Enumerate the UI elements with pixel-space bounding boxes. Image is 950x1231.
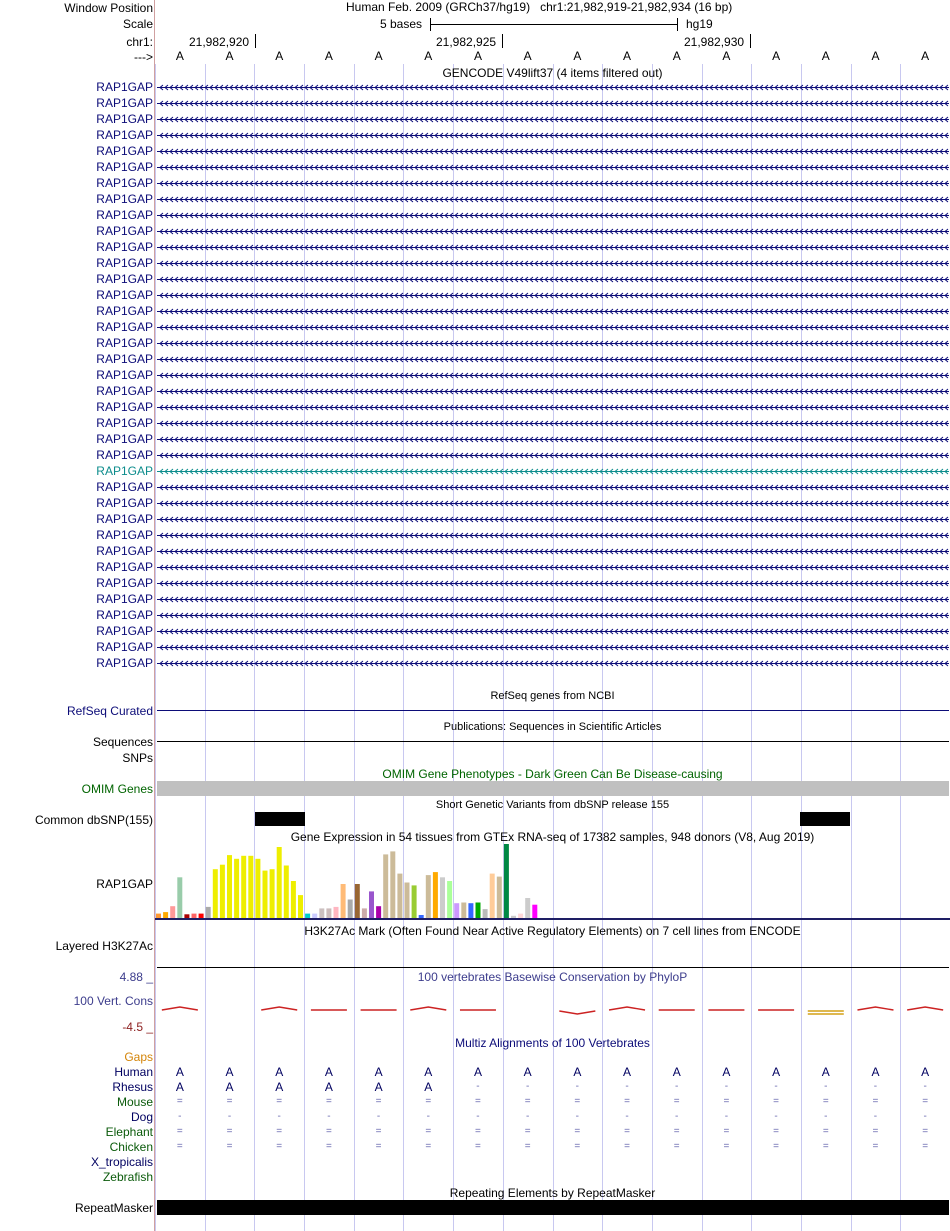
gencode-transcript-label[interactable]: RAP1GAP xyxy=(96,400,153,414)
gencode-transcript-label[interactable]: RAP1GAP xyxy=(96,432,153,446)
gencode-transcript-label[interactable]: RAP1GAP xyxy=(96,560,153,574)
gencode-transcript-label[interactable]: RAP1GAP xyxy=(96,80,153,94)
multiz-alignment-base: - xyxy=(625,1111,629,1122)
multiz-alignment-base: = xyxy=(524,1096,531,1107)
multiz-alignment-base: - xyxy=(724,1111,729,1122)
gencode-transcript-label[interactable]: RAP1GAP xyxy=(96,592,153,606)
gencode-transcript-label[interactable]: RAP1GAP xyxy=(96,208,153,222)
gencode-transcript-label[interactable]: RAP1GAP xyxy=(96,128,153,142)
gencode-transcript-label[interactable]: RAP1GAP xyxy=(96,224,153,238)
h3k27ac-track-title[interactable]: H3K27Ac Mark (Often Found Near Active Regulatory Elements) on 7 cell lines from ENCODE xyxy=(304,924,801,938)
multiz-alignment-base: = xyxy=(922,1126,929,1137)
gencode-transcript-label[interactable]: RAP1GAP xyxy=(96,608,153,622)
h3k27ac-label[interactable]: Layered H3K27Ac xyxy=(55,939,153,953)
gencode-transcript-label[interactable]: RAP1GAP xyxy=(96,368,153,382)
multiz-alignment-base: = xyxy=(922,1096,929,1107)
multiz-alignment-base: = xyxy=(226,1126,233,1137)
multiz-alignment-base: = xyxy=(872,1096,879,1107)
gencode-transcript-label[interactable]: RAP1GAP xyxy=(96,288,153,302)
gencode-track-title[interactable]: GENCODE V49lift37 (4 items filtered out) xyxy=(442,66,663,80)
multiz-alignment-base: = xyxy=(773,1096,780,1107)
base-letter: A xyxy=(672,49,681,63)
multiz-alignment-base: = xyxy=(276,1141,283,1152)
multiz-alignment-base: = xyxy=(723,1096,730,1107)
multiz-alignment-base: = xyxy=(624,1096,630,1107)
multiz-alignment-base: - xyxy=(426,1111,430,1122)
base-letter: A xyxy=(324,49,333,63)
multiz-alignment-base: A xyxy=(275,1065,284,1079)
scale-db-text: hg19 xyxy=(686,17,713,31)
cons-score-glyph[interactable] xyxy=(559,1011,595,1014)
multiz-alignment-base: = xyxy=(176,1096,183,1107)
gencode-transcript-label[interactable]: RAP1GAP xyxy=(96,640,153,654)
gencode-transcript-label[interactable]: RAP1GAP xyxy=(96,96,153,110)
multiz-alignment-base: = xyxy=(723,1126,730,1137)
multiz-alignment-base: = xyxy=(325,1096,332,1107)
multiz-alignment-base: - xyxy=(724,1081,729,1092)
cons-score-glyph[interactable] xyxy=(857,1007,893,1010)
multiz-alignment-base: = xyxy=(226,1096,233,1107)
base-letter: A xyxy=(871,49,880,63)
multiz-alignment-base: - xyxy=(525,1081,530,1092)
multiz-alignment-base: = xyxy=(475,1096,481,1107)
multiz-alignment-base: = xyxy=(624,1141,630,1152)
publications-label[interactable]: Sequences xyxy=(92,735,153,749)
base-letter: A xyxy=(623,49,632,63)
base-letter: A xyxy=(175,49,184,63)
base-letter: A xyxy=(821,49,830,63)
gencode-transcript-label[interactable]: RAP1GAP xyxy=(96,416,153,430)
gencode-transcript-label[interactable]: RAP1GAP xyxy=(96,448,153,462)
multiz-alignment-base: A xyxy=(573,1065,582,1079)
snps-label[interactable]: SNPs xyxy=(122,751,153,765)
cons-label[interactable]: 100 Vert. Cons xyxy=(73,994,153,1008)
base-letter: A xyxy=(275,49,284,63)
multiz-alignment-base: = xyxy=(773,1126,780,1137)
multiz-species-label[interactable]: Rhesus xyxy=(112,1080,153,1094)
gencode-transcript-label[interactable]: RAP1GAP xyxy=(96,656,153,670)
multiz-alignment-base: A xyxy=(921,1065,930,1079)
multiz-alignment-base: - xyxy=(625,1081,629,1092)
multiz-alignment-base: A xyxy=(623,1065,632,1079)
multiz-alignment-base: = xyxy=(673,1126,680,1137)
multiz-alignment-base: = xyxy=(822,1126,829,1137)
multiz-alignment-base: - xyxy=(873,1081,878,1092)
multiz-alignment-base: = xyxy=(325,1141,332,1152)
multiz-alignment-base: = xyxy=(375,1141,382,1152)
gtex-track-title[interactable]: Gene Expression in 54 tissues from GTEx RNA-seq of 17382 samples, 948 donors (V8, Aug 2019) xyxy=(290,830,815,844)
gencode-transcript-label[interactable]: RAP1GAP xyxy=(96,192,153,206)
gtex-gene-label[interactable]: RAP1GAP xyxy=(96,877,153,891)
multiz-alignment-base: = xyxy=(276,1126,283,1137)
coordinate-tick-label: 21,982,925 xyxy=(436,35,497,49)
multiz-alignment-base: = xyxy=(325,1126,332,1137)
cons-score-glyph[interactable] xyxy=(261,1007,297,1010)
multiz-alignment-base: - xyxy=(525,1111,530,1122)
cons-score-glyph[interactable] xyxy=(410,1007,446,1010)
multiz-alignment-base: A xyxy=(175,1080,184,1094)
scale-text: 5 bases xyxy=(380,17,423,31)
multiz-alignment-base: - xyxy=(327,1111,331,1122)
multiz-alignment-base: A xyxy=(324,1065,333,1079)
multiz-alignment-base: = xyxy=(375,1096,382,1107)
multiz-species-label[interactable]: Human xyxy=(114,1065,153,1079)
multiz-alignment-base: = xyxy=(574,1126,581,1137)
repeatmasker-label[interactable]: RepeatMasker xyxy=(74,1201,153,1215)
base-letter: A xyxy=(225,49,234,63)
multiz-alignment-base: - xyxy=(227,1111,232,1122)
multiz-alignment-base: = xyxy=(524,1126,531,1137)
multiz-alignment-base: - xyxy=(675,1081,679,1092)
base-letter: A xyxy=(772,49,781,63)
multiz-alignment-base: A xyxy=(672,1065,681,1079)
multiz-alignment-base: = xyxy=(475,1126,481,1137)
gencode-transcript-label[interactable]: RAP1GAP xyxy=(96,320,153,334)
gencode-transcript-label[interactable]: RAP1GAP xyxy=(96,512,153,526)
multiz-alignment-base: A xyxy=(722,1065,731,1079)
gencode-transcript-label[interactable]: RAP1GAP xyxy=(96,528,153,542)
gencode-transcript-label[interactable]: RAP1GAP xyxy=(96,544,153,558)
multiz-alignment-base: A xyxy=(871,1065,880,1079)
multiz-alignment-base: = xyxy=(822,1096,829,1107)
multiz-alignment-base: = xyxy=(574,1096,581,1107)
omim-track-title[interactable]: OMIM Gene Phenotypes - Dark Green Can Be Disease-causing xyxy=(382,767,723,781)
base-letter: A xyxy=(424,49,433,63)
scale-label: Scale xyxy=(122,17,153,31)
multiz-species-label[interactable]: Mouse xyxy=(116,1095,153,1109)
multiz-species-label[interactable]: Elephant xyxy=(105,1125,153,1139)
multiz-alignment-base: A xyxy=(225,1080,234,1094)
dbsnp-label[interactable]: Common dbSNP(155) xyxy=(34,813,153,827)
chromosome-label: chr1: xyxy=(126,35,153,49)
multiz-alignment-base: A xyxy=(523,1065,532,1079)
gencode-transcript-label[interactable]: RAP1GAP xyxy=(96,496,153,510)
gencode-transcript-label[interactable]: RAP1GAP xyxy=(96,352,153,366)
gencode-transcript-label[interactable]: RAP1GAP xyxy=(96,336,153,350)
multiz-alignment-base: = xyxy=(922,1141,929,1152)
base-letter: A xyxy=(374,49,383,63)
strand-label: ---> xyxy=(134,50,153,64)
multiz-alignment-base: A xyxy=(175,1065,184,1079)
multiz-alignment-base: A xyxy=(275,1080,284,1094)
multiz-alignment-base: - xyxy=(923,1081,927,1092)
multiz-alignment-base: - xyxy=(476,1111,480,1122)
gaps-label: Gaps xyxy=(124,1050,153,1064)
multiz-alignment-base: - xyxy=(376,1111,381,1122)
multiz-alignment-base: = xyxy=(872,1126,879,1137)
multiz-alignment-base: - xyxy=(476,1081,480,1092)
multiz-alignment-base: = xyxy=(276,1096,283,1107)
cons-max-label: 4.88 _ xyxy=(119,970,153,984)
multiz-alignment-base: A xyxy=(772,1065,781,1079)
multiz-alignment-base: - xyxy=(923,1111,927,1122)
multiz-alignment-base: - xyxy=(277,1111,281,1122)
multiz-alignment-base: = xyxy=(673,1096,680,1107)
multiz-alignment-base: - xyxy=(575,1111,580,1122)
multiz-alignment-base: = xyxy=(574,1141,581,1152)
multiz-alignment-base: - xyxy=(873,1111,878,1122)
multiz-track-title[interactable]: Multiz Alignments of 100 Vertebrates xyxy=(455,1036,650,1050)
dbsnp-track-title[interactable]: Short Genetic Variants from dbSNP release 155 xyxy=(435,799,670,811)
gencode-transcript-label[interactable]: RAP1GAP xyxy=(96,304,153,318)
multiz-alignment-base: - xyxy=(575,1081,580,1092)
multiz-alignment-base: = xyxy=(425,1096,432,1107)
multiz-alignment-base: = xyxy=(872,1141,879,1152)
multiz-alignment-base: = xyxy=(723,1141,730,1152)
multiz-alignment-base: - xyxy=(824,1111,828,1122)
base-letter: A xyxy=(573,49,582,63)
window-position-label: Window Position xyxy=(64,1,153,15)
cons-track-title[interactable]: 100 vertebrates Basewise Conservation by PhyloP xyxy=(417,970,688,984)
multiz-alignment-base: A xyxy=(821,1065,830,1079)
coordinate-tick-label: 21,982,920 xyxy=(189,35,250,49)
multiz-alignment-base: = xyxy=(425,1141,432,1152)
multiz-alignment-base: - xyxy=(178,1111,182,1122)
multiz-alignment-base: A xyxy=(424,1080,433,1094)
repeatmasker-element[interactable] xyxy=(157,1200,949,1215)
repeatmasker-track-title[interactable]: Repeating Elements by RepeatMasker xyxy=(449,1186,656,1200)
multiz-alignment-base: A xyxy=(424,1065,433,1079)
gencode-transcript-label[interactable]: RAP1GAP xyxy=(96,240,153,254)
base-letter: A xyxy=(523,49,532,63)
coordinate-tick-label: 21,982,930 xyxy=(684,35,745,49)
cons-score-glyph[interactable] xyxy=(907,1007,943,1010)
multiz-alignment-base: A xyxy=(225,1065,234,1079)
multiz-alignment-base: A xyxy=(374,1065,383,1079)
multiz-alignment-base: = xyxy=(624,1126,630,1137)
assembly-text: Human Feb. 2009 (GRCh37/hg19) xyxy=(346,0,531,14)
gencode-transcript-label[interactable]: RAP1GAP xyxy=(96,160,153,174)
gencode-transcript-label[interactable]: RAP1GAP xyxy=(96,112,153,126)
multiz-alignment-base: = xyxy=(425,1126,432,1137)
gencode-transcript-label[interactable]: RAP1GAP xyxy=(96,576,153,590)
gencode-transcript-label[interactable]: RAP1GAP xyxy=(96,464,153,478)
gencode-transcript-label[interactable]: RAP1GAP xyxy=(96,272,153,286)
base-letter: A xyxy=(921,49,930,63)
multiz-alignment-base: - xyxy=(774,1111,778,1122)
cons-score-glyph[interactable] xyxy=(808,1011,844,1014)
base-letter: A xyxy=(722,49,731,63)
multiz-alignment-base: = xyxy=(822,1141,829,1152)
multiz-alignment-base: - xyxy=(675,1111,679,1122)
multiz-alignment-base: = xyxy=(176,1141,183,1152)
gencode-transcript-label[interactable]: RAP1GAP xyxy=(96,144,153,158)
multiz-species-label[interactable]: Chicken xyxy=(109,1140,153,1154)
gencode-transcript-label[interactable]: RAP1GAP xyxy=(96,176,153,190)
publications-track-title[interactable]: Publications: Sequences in Scientific Articles xyxy=(443,721,662,733)
multiz-alignment-base: = xyxy=(524,1141,531,1152)
gencode-transcript-label[interactable]: RAP1GAP xyxy=(96,624,153,638)
cons-score-glyph[interactable] xyxy=(609,1007,645,1010)
multiz-alignment-base: = xyxy=(475,1141,481,1152)
cons-score-glyph[interactable] xyxy=(162,1007,198,1010)
refseq-track-title[interactable]: RefSeq genes from NCBI xyxy=(490,690,615,702)
gencode-transcript-label[interactable]: RAP1GAP xyxy=(96,480,153,494)
multiz-alignment-base: = xyxy=(375,1126,382,1137)
base-letter: A xyxy=(473,49,482,63)
multiz-alignment-base: = xyxy=(673,1141,680,1152)
multiz-species-label[interactable]: X_tropicalis xyxy=(90,1155,153,1169)
omim-label[interactable]: OMIM Genes xyxy=(81,782,153,796)
multiz-alignment-base: A xyxy=(374,1080,383,1094)
gencode-transcript-label[interactable]: RAP1GAP xyxy=(96,256,153,270)
multiz-alignment-base: - xyxy=(774,1081,778,1092)
multiz-alignment-base: - xyxy=(824,1081,828,1092)
multiz-alignment-base: = xyxy=(773,1141,780,1152)
multiz-alignment-base: A xyxy=(324,1080,333,1094)
multiz-alignment-base: = xyxy=(226,1141,233,1152)
cons-min-label: -4.5 _ xyxy=(122,1020,153,1034)
gencode-transcript-label[interactable]: RAP1GAP xyxy=(96,384,153,398)
multiz-species-label[interactable]: Dog xyxy=(130,1110,153,1124)
refseq-label[interactable]: RefSeq Curated xyxy=(66,704,153,718)
multiz-species-label[interactable]: Zebrafish xyxy=(102,1170,153,1184)
multiz-alignment-base: A xyxy=(473,1065,482,1079)
multiz-alignment-base: = xyxy=(176,1126,183,1137)
position-text[interactable]: chr1:21,982,919-21,982,934 (16 bp) xyxy=(540,0,733,14)
